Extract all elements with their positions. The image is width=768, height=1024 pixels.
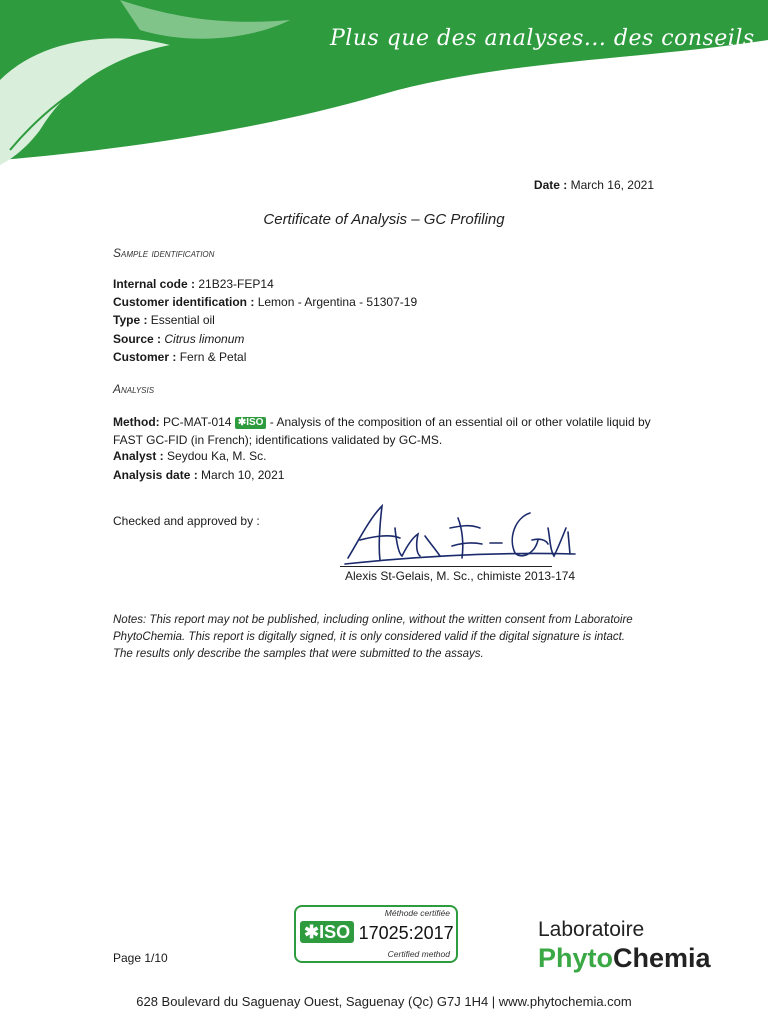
notes-paragraph: Notes: This report may not be published, including online, without the written consent from Laboratoire PhytoChemia. This report is digitally signed, it is only considered valid if the digital signature is intact. The results only describe the samples that were submitted to the assays. [113,614,633,660]
field-analysis-date: Analysis date : March 10, 2021 [113,468,285,482]
iso-cert-top-text: Méthode certifiée [384,908,450,918]
date-label: Date : [533,178,568,192]
field-internal-code: Internal code : 21B23-FEP14 [113,277,274,291]
logo-phyto: Phyto [538,943,614,973]
field-type: Type : Essential oil [113,313,215,327]
logo-chemia: Chemia [613,943,711,973]
iso-badge: ✱ISO [235,417,267,429]
method-paragraph [113,413,653,449]
laboratoire-phytochemia-logo [538,918,711,974]
method-code: PC-MAT-014 [163,415,232,429]
method-label: Method: [113,415,160,429]
iso-cert-badge: ✱ISO [300,921,354,943]
iso-cert-number: 17025:2017 [358,923,454,943]
signature-image [340,498,580,568]
footer-address: 628 Boulevard du Saguenay Ouest, Saguenay (Qc) G7J 1H4 | www.phytochemia.com [136,994,632,1009]
field-customer: Customer : Fern & Petal [113,350,247,364]
document-title: Certificate of Analysis – GC Profiling [263,211,505,228]
report-date [534,178,654,192]
signer-name: Alexis St-Gelais, M. Sc., chimiste 2013-174 [345,569,576,583]
method-description: - Analysis of the composition of an essential oil or other volatile liquid by FAST GC-FID (in French); identifications validated by GC-MS. [113,415,651,447]
checked-approved-label: Checked and approved by : [113,514,260,528]
header-slogan: Plus que des analyses... des conseils [330,26,755,51]
logo-line1: Laboratoire [538,918,645,941]
field-analyst: Analyst : Seydou Ka, M. Sc. [113,449,267,463]
analysis-section-heading: Analysis [113,382,155,396]
signature-line [340,566,552,567]
iso-cert-bottom-text: Certified method [387,949,450,959]
field-source: Source : Citrus limonum [113,332,245,346]
sample-section-heading: Sample identification [113,246,215,260]
field-customer-identification: Customer identification : Lemon - Argentina - 51307-19 [113,295,418,309]
page-number: Page 1/10 [113,951,168,965]
iso-certification-seal [294,905,458,963]
date-value: March 16, 2021 [570,178,654,192]
